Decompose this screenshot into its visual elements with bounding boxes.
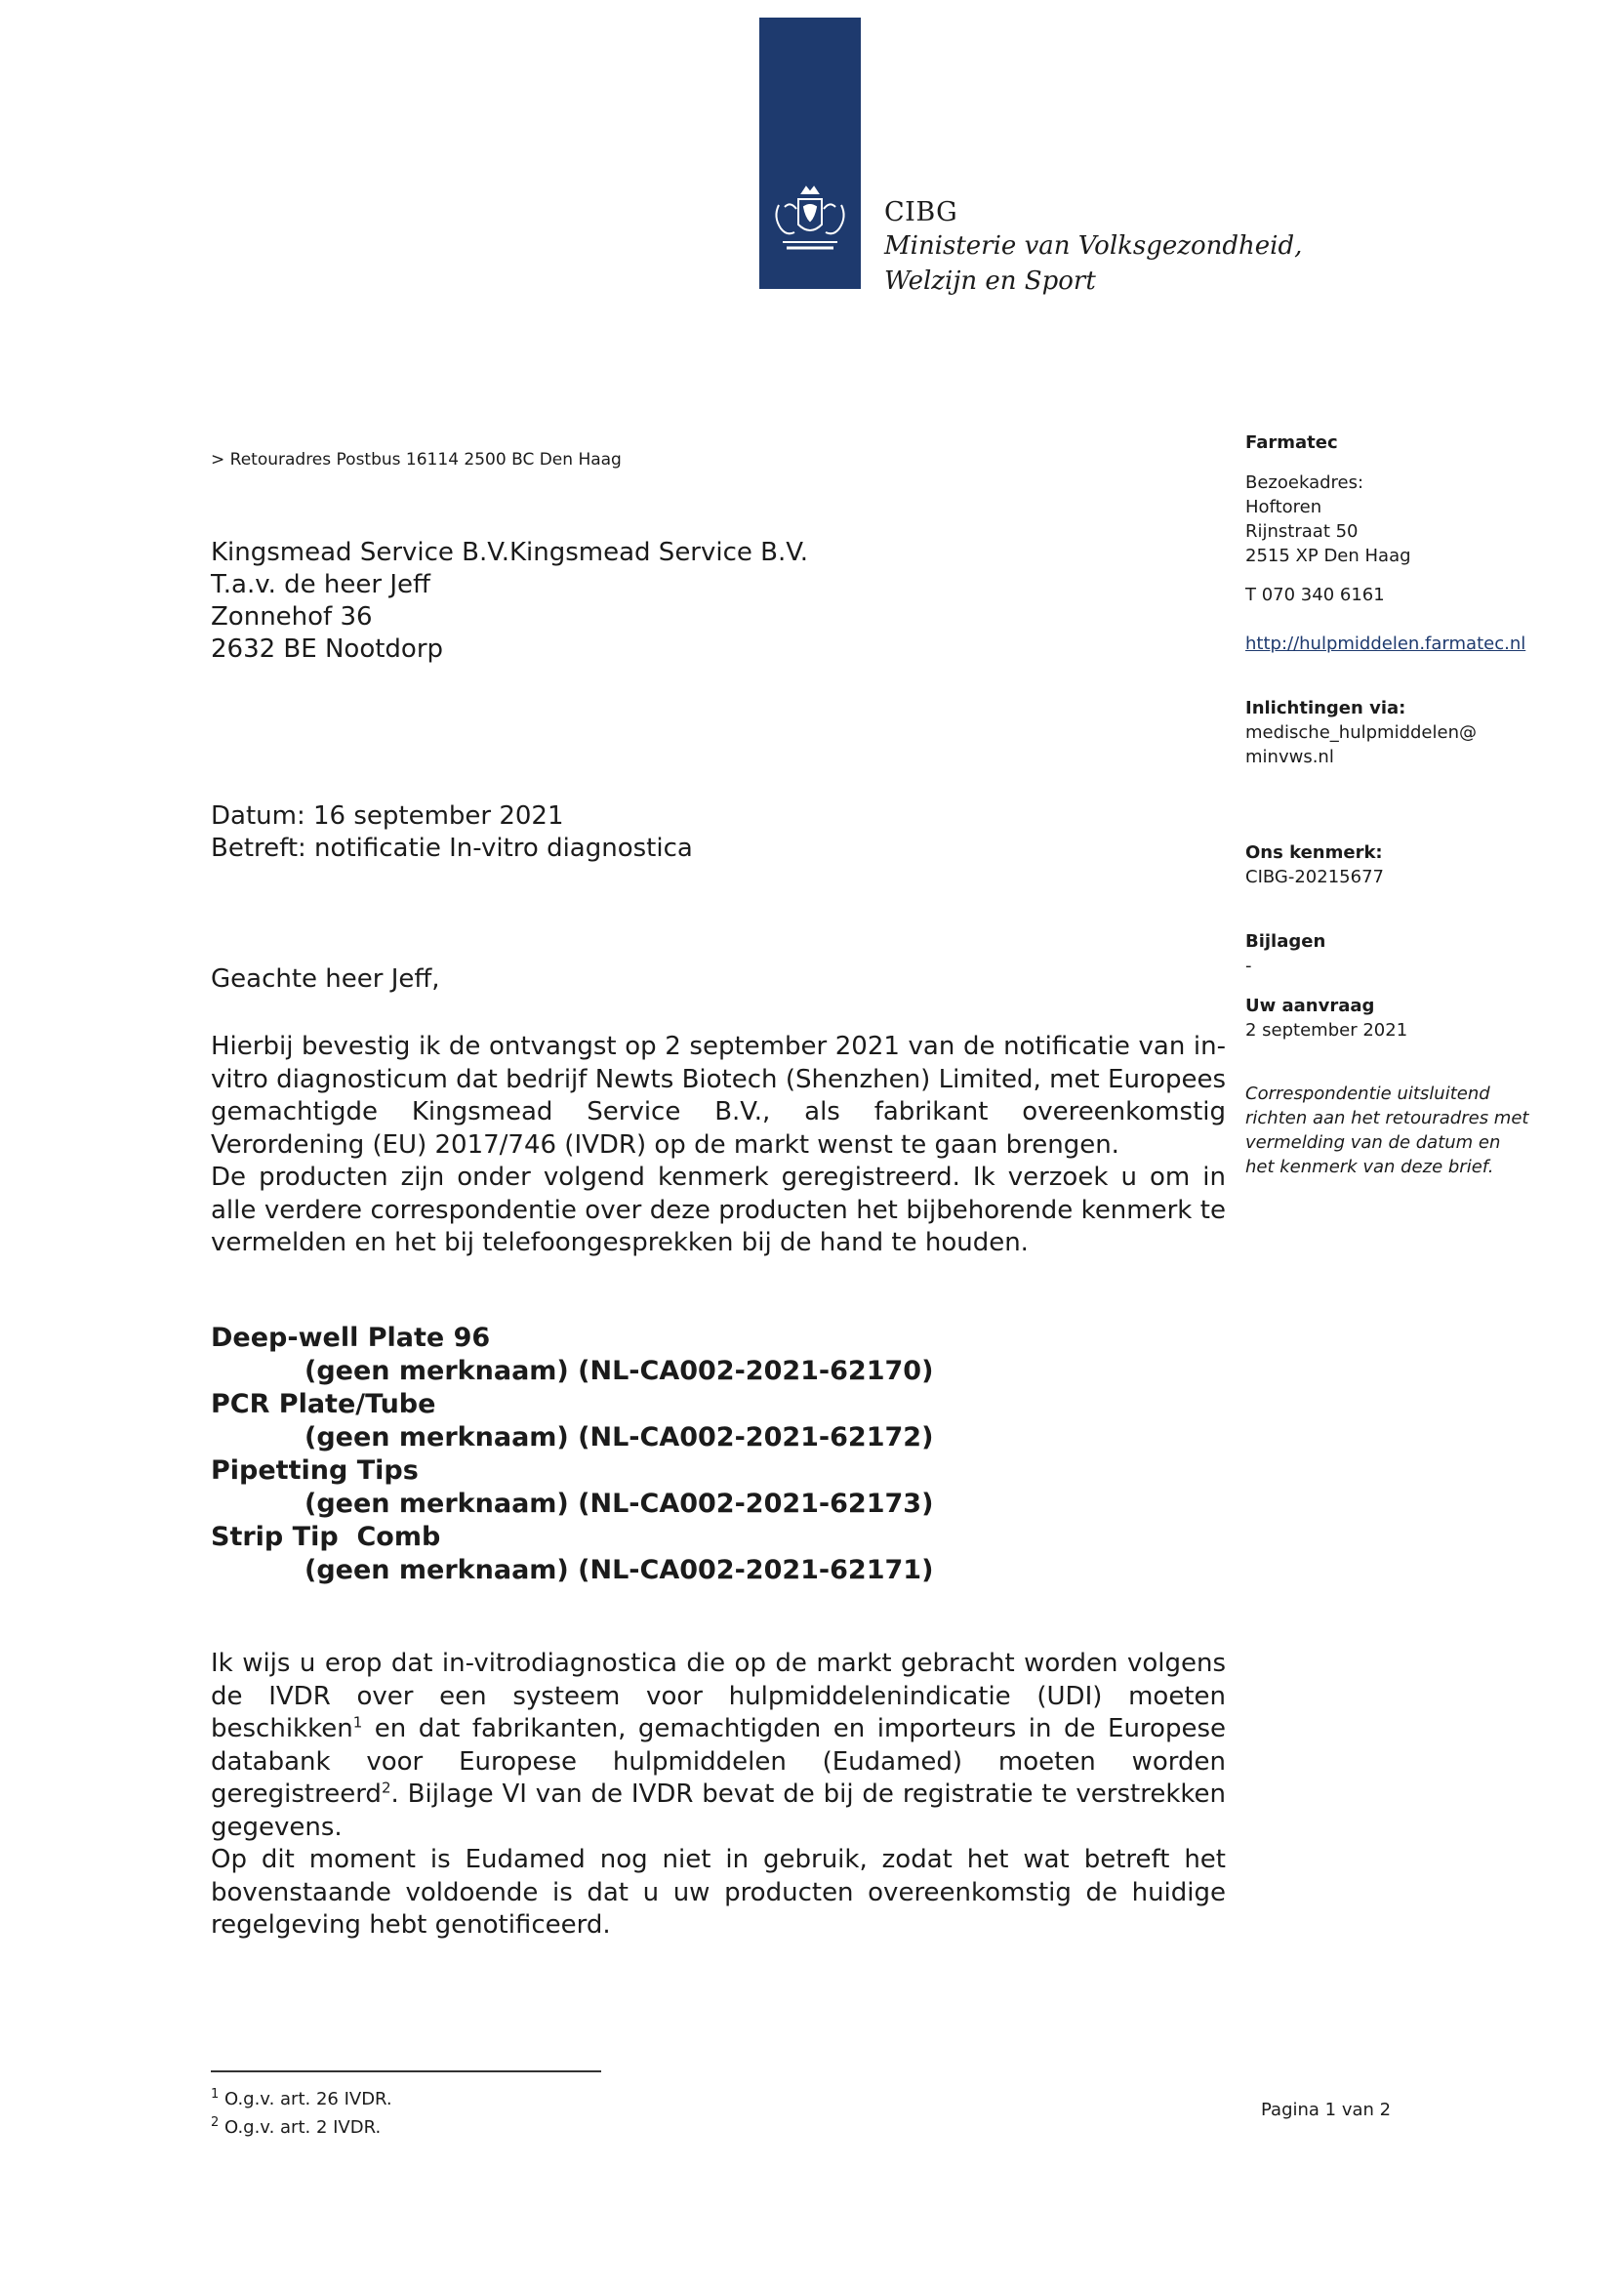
attachments-value: - xyxy=(1245,956,1252,976)
body-intro xyxy=(211,1031,1226,1260)
ministry-line-2: Welzijn en Sport xyxy=(884,266,1096,296)
ministry-line-1: Ministerie van Volksgezondheid, xyxy=(884,231,1303,261)
footnote-number: 2 xyxy=(211,2115,220,2130)
body-paragraph-3-part-a: Ik wijs u erop dat in-vitrodiagnostica die op de markt gebracht worden volgens de IVDR over een systeem voor hulpmiddelenindicatie (UDI) moeten beschikken xyxy=(211,1649,1226,1743)
product-name: Strip Tip Comb xyxy=(211,1522,441,1552)
footnote-2 xyxy=(211,2113,392,2142)
sidebar-visit-address xyxy=(1245,470,1567,568)
body-paragraph-2: De producten zijn onder volgend kenmerk geregistreerd. Ik verzoek u om in alle verdere correspondentie over deze producten het bijbehorende kenmerk te vermelden en het bij telefoongesprekken bij de hand te houden. xyxy=(211,1163,1226,1257)
note-line-2: richten aan het retouradres met xyxy=(1245,1108,1529,1128)
coat-of-arms-icon xyxy=(765,184,855,266)
body-closing xyxy=(211,1648,1226,1943)
product-code: (geen merknaam) (NL-CA002-2021-62173) xyxy=(304,1489,934,1519)
page-number: Pagina 1 van 2 xyxy=(1261,2100,1392,2120)
footnote-ref-1: 1 xyxy=(352,1713,363,1732)
product-name: Pipetting Tips xyxy=(211,1455,419,1486)
info-email-line-1: medische_hulpmiddelen@ xyxy=(1245,722,1477,743)
footnote-ref-2: 2 xyxy=(381,1779,391,1797)
product-code: (geen merknaam) (NL-CA002-2021-62172) xyxy=(304,1422,934,1452)
body-paragraph-3-part-b: en dat fabrikanten, gemachtigden en importeurs in de Europese databank voor Europese hulpmiddelen (Eudamed) moeten worden geregistreerd xyxy=(211,1714,1226,1809)
sidebar-info xyxy=(1245,696,1567,769)
reference-label: Ons kenmerk: xyxy=(1245,842,1383,863)
note-line-4: het kenmerk van deze brief. xyxy=(1245,1157,1494,1177)
body-paragraph-4: Op dit moment is Eudamed nog niet in gebruik, zodat het wat betreft het bovenstaande voldoende is dat u uw producten overeenkomstig de huidige regelgeving hebt genotificeerd. xyxy=(211,1845,1226,1940)
footnote-1 xyxy=(211,2085,392,2113)
note-line-1: Correspondentie uitsluitend xyxy=(1245,1084,1490,1104)
sidebar-dept-name: Farmatec xyxy=(1245,432,1338,453)
recipient-line-1: Kingsmead Service B.V.Kingsmead Service B.V. xyxy=(211,538,808,567)
visit-line-2: Rijnstraat 50 xyxy=(1245,521,1359,542)
letter-meta xyxy=(211,800,693,865)
ministry-name xyxy=(884,228,1302,299)
product-item xyxy=(211,1521,933,1587)
sidebar-request xyxy=(1245,994,1567,1043)
product-name: Deep-well Plate 96 xyxy=(211,1323,491,1353)
website-link[interactable]: http://hulpmiddelen.farmatec.nl xyxy=(1245,634,1526,654)
sidebar-correspondence-note xyxy=(1245,1082,1567,1179)
footnote-divider xyxy=(211,2070,601,2072)
recipient-line-3: Zonnehof 36 xyxy=(211,602,373,632)
footnote-text: O.g.v. art. 2 IVDR. xyxy=(219,2117,382,2138)
sidebar-url-wrap xyxy=(1245,632,1567,656)
product-code: (geen merknaam) (NL-CA002-2021-62170) xyxy=(304,1356,934,1386)
sidebar-reference xyxy=(1245,840,1567,889)
footnotes xyxy=(211,2085,392,2142)
product-item xyxy=(211,1388,933,1454)
info-email-line-2: minvws.nl xyxy=(1245,747,1334,767)
visit-line-1: Hoftoren xyxy=(1245,497,1322,517)
sidebar-phone: T 070 340 6161 xyxy=(1245,585,1385,605)
org-name: CIBG xyxy=(884,197,958,227)
product-list xyxy=(211,1322,933,1587)
request-value: 2 september 2021 xyxy=(1245,1020,1408,1041)
visit-line-3: 2515 XP Den Haag xyxy=(1245,546,1411,566)
visit-label: Bezoekadres: xyxy=(1245,472,1364,493)
recipient-address xyxy=(211,537,808,666)
body-paragraph-1: Hierbij bevestig ik de ontvangst op 2 september 2021 van de notificatie van in-vitro diagnosticum dat bedrijf Newts Biotech (Shenzhen) Limited, met Europees gemachtigde Kingsmead Service B.V., als fabrikant overeenkomstig Verordening (EU) 2017/746 (IVDR) op de markt wenst te gaan brengen. xyxy=(211,1032,1226,1160)
footnote-text: O.g.v. art. 26 IVDR. xyxy=(219,2089,392,2109)
return-address: > Retouradres Postbus 16114 2500 BC Den Haag xyxy=(211,450,622,470)
info-label: Inlichtingen via: xyxy=(1245,698,1406,718)
sidebar-attachments xyxy=(1245,929,1567,978)
body-paragraph-3-part-c: . Bijlage VI van de IVDR bevat de bij de registratie te verstrekken gegevens. xyxy=(211,1780,1226,1842)
body-paragraph-3 xyxy=(211,1648,1226,1844)
product-item xyxy=(211,1322,933,1388)
reference-value: CIBG-20215677 xyxy=(1245,867,1384,887)
product-item xyxy=(211,1454,933,1521)
request-label: Uw aanvraag xyxy=(1245,996,1375,1016)
recipient-line-2: T.a.v. de heer Jeff xyxy=(211,570,430,599)
recipient-line-4: 2632 BE Nootdorp xyxy=(211,634,444,664)
sidebar-dept xyxy=(1245,430,1567,455)
letter-subject: Betreft: notificatie In-vitro diagnostica xyxy=(211,834,693,863)
product-name: PCR Plate/Tube xyxy=(211,1389,436,1419)
attachments-label: Bijlagen xyxy=(1245,931,1326,952)
product-code: (geen merknaam) (NL-CA002-2021-62171) xyxy=(304,1555,934,1585)
salutation: Geachte heer Jeff, xyxy=(211,964,440,994)
note-line-3: vermelding van de datum en xyxy=(1245,1132,1501,1153)
letter-date: Datum: 16 september 2021 xyxy=(211,801,564,831)
footnote-number: 1 xyxy=(211,2087,220,2102)
